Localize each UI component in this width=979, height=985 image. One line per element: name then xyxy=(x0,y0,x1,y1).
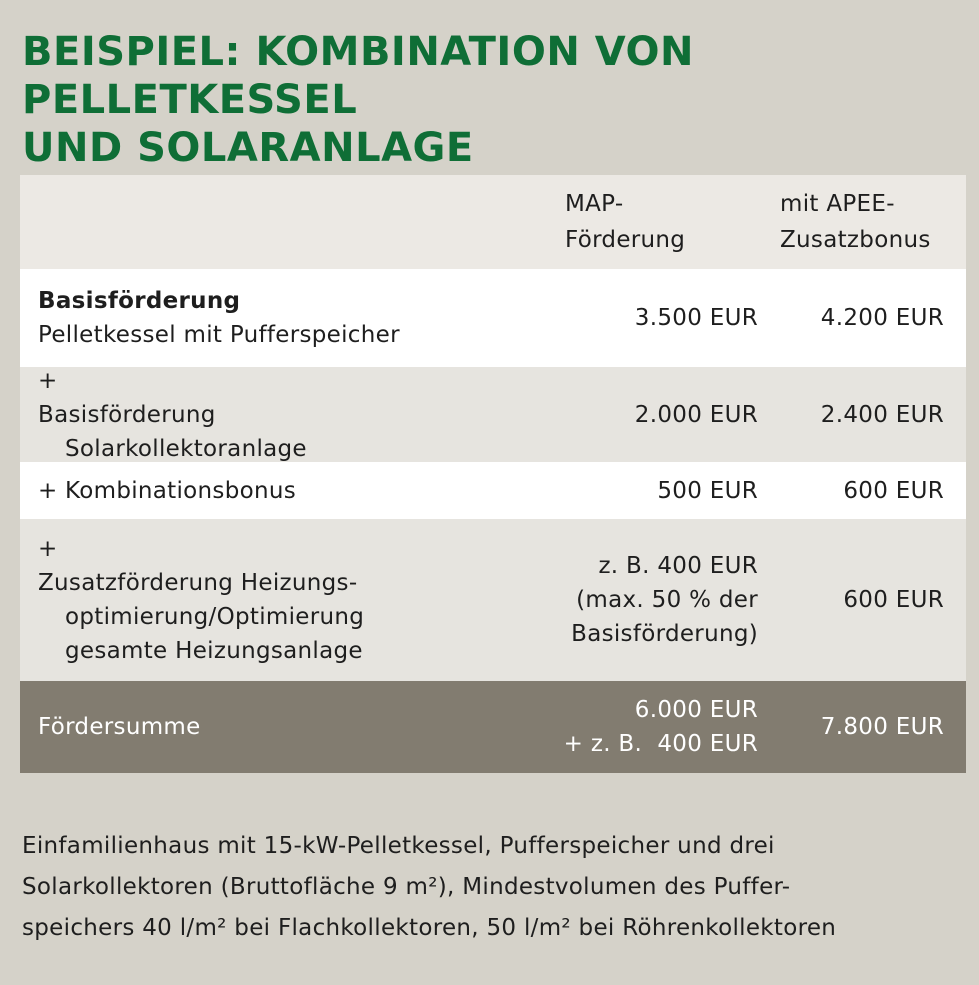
row-label-line-1: Kombinationsbonus xyxy=(65,477,297,504)
row-label xyxy=(20,364,520,466)
row-map-line-2: (max. 50 % der xyxy=(576,587,758,613)
row-apee-value: 4.200 EUR xyxy=(820,305,944,331)
plus-sign: + xyxy=(38,477,58,504)
plus-sign: + xyxy=(38,367,58,394)
row-label-line-2: Pelletkessel mit Pufferspeicher xyxy=(38,322,400,348)
footnote-line-2: Solarkollektoren (Bruttofläche 9 m²), Mindestvolumen des Puffer- xyxy=(22,874,791,900)
table-row-zusatzfoerderung xyxy=(20,519,966,681)
footnote-line-3: speichers 40 l/m² bei Flachkollektoren, 50 l/m² bei Röhrenkollektoren xyxy=(22,915,837,941)
row-map-line-3: Basisförderung) xyxy=(571,621,758,647)
table-header-row xyxy=(20,175,966,269)
table-row-basis-solar xyxy=(20,367,966,462)
title-line-2: UND SOLARANLAGE xyxy=(22,125,474,171)
row-apee-value: 600 EUR xyxy=(843,477,944,504)
table-total-row xyxy=(20,681,966,773)
row-label-line-1: Basisförderung xyxy=(38,401,216,428)
table-row-kombinationsbonus xyxy=(20,462,966,519)
footnote xyxy=(22,826,962,949)
footnote-line-1: Einfamilienhaus mit 15-kW-Pelletkessel, Pufferspeicher und drei xyxy=(22,833,775,859)
table-row-basis-pellet xyxy=(20,269,966,367)
header-map-line-2: Förderung xyxy=(565,227,686,253)
row-label-line-2: optimierung/Optimierung xyxy=(65,604,365,630)
row-map-value: 3.500 EUR xyxy=(634,305,758,331)
row-label xyxy=(20,474,520,508)
row-label-line-1: Zusatzförderung Heizungs- xyxy=(38,570,358,596)
total-map-line-2: + z. B. 400 EUR xyxy=(563,731,758,757)
total-label: Fördersumme xyxy=(38,714,201,740)
header-map xyxy=(520,186,758,258)
row-map-value xyxy=(520,549,758,651)
total-apee-value: 7.800 EUR xyxy=(820,714,944,740)
title-line-1: BEISPIEL: KOMBINATION VON PELLETKESSEL xyxy=(22,29,694,123)
header-apee-line-2: Zusatzbonus xyxy=(780,227,931,253)
row-label-line-3: gesamte Heizungsanlage xyxy=(65,638,363,664)
row-apee-value: 600 EUR xyxy=(843,587,944,613)
row-apee-value: 2.400 EUR xyxy=(820,401,944,428)
header-apee xyxy=(758,186,966,258)
header-map-line-1: MAP- xyxy=(565,191,624,217)
total-map-value xyxy=(520,693,758,761)
total-map-line-1: 6.000 EUR xyxy=(634,697,758,723)
row-label-line-2: Solarkollektoranlage xyxy=(65,435,307,462)
funding-table xyxy=(20,175,966,773)
plus-sign: + xyxy=(38,536,58,562)
row-map-value: 2.000 EUR xyxy=(634,401,758,428)
row-map-line-1: z. B. 400 EUR xyxy=(598,553,758,579)
page-title xyxy=(22,28,962,172)
row-map-value: 500 EUR xyxy=(657,477,758,504)
row-label-bold: Basisförderung xyxy=(38,288,241,314)
row-label xyxy=(20,532,520,668)
row-label xyxy=(20,284,520,352)
header-apee-line-1: mit APEE- xyxy=(780,191,895,217)
